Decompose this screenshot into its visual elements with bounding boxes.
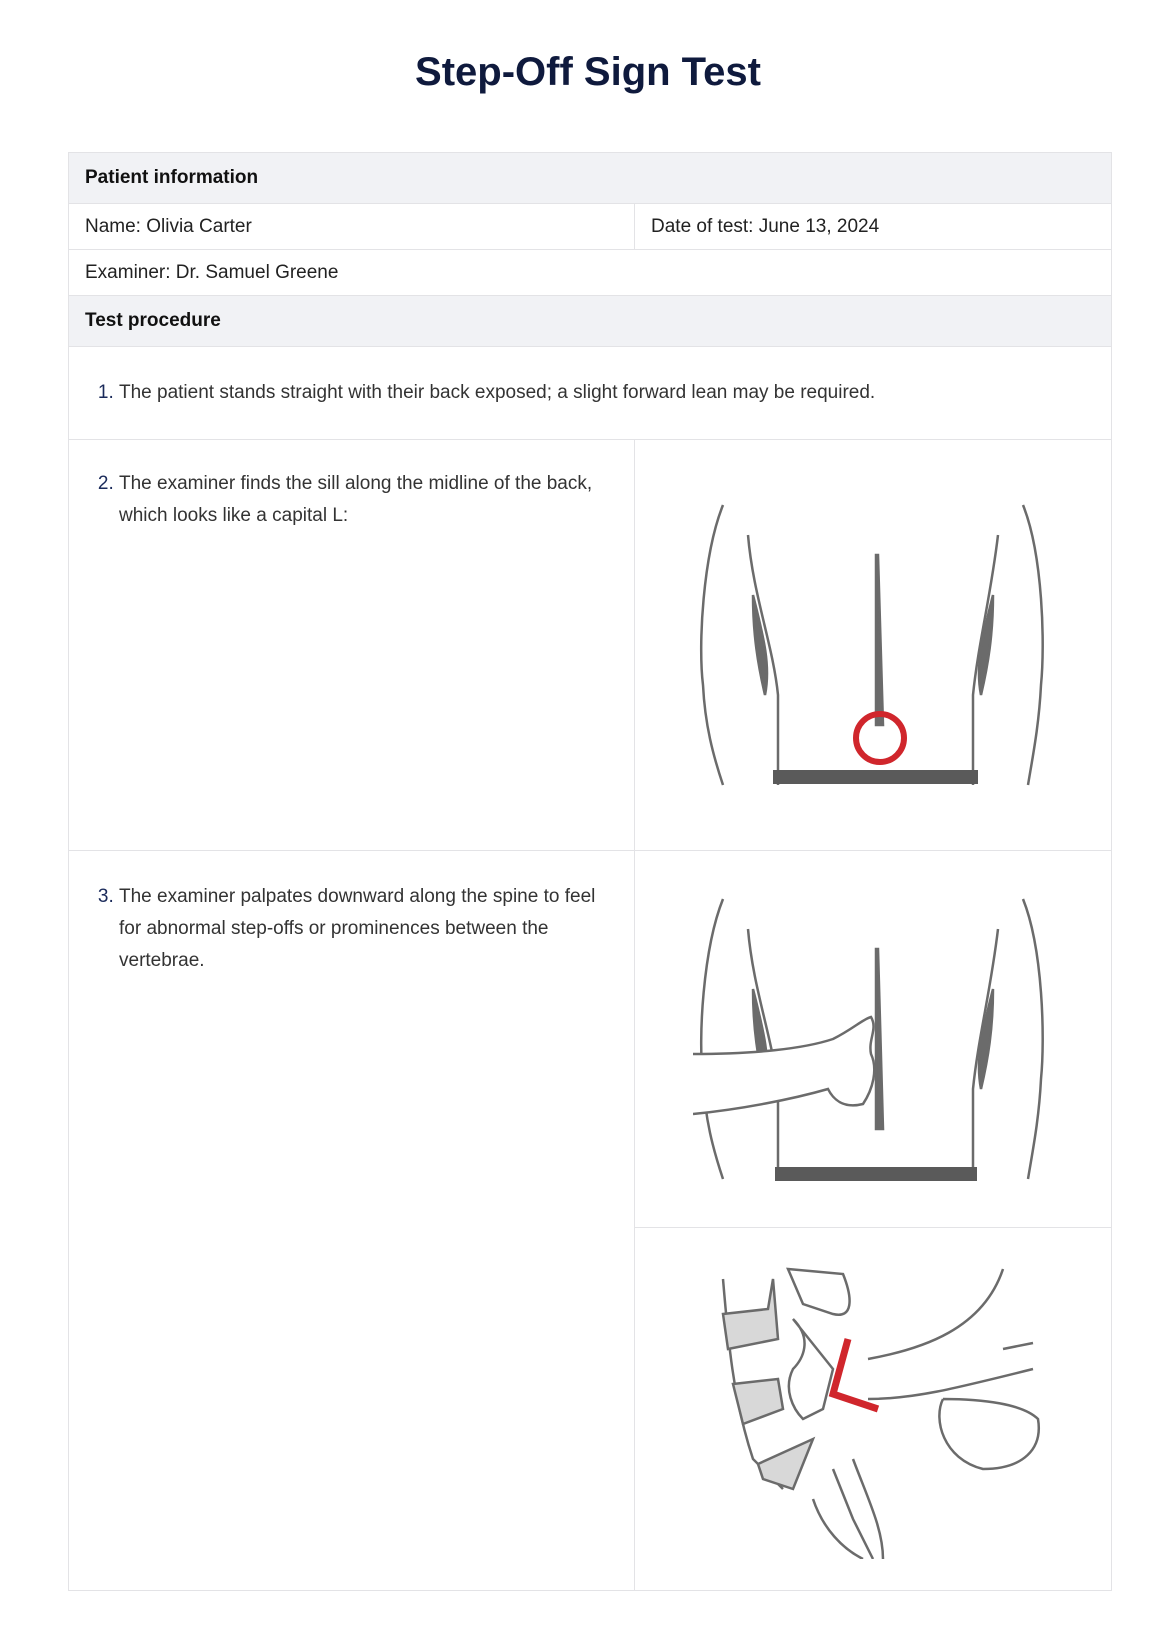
- palpation-illustration: [635, 851, 1112, 1228]
- test-date: Date of test: June 13, 2024: [635, 204, 1112, 250]
- test-procedure-heading: Test procedure: [69, 296, 1112, 347]
- step-3: 3. The examiner palpates downward along the spine to feel for abnormal step-offs or prominences between the vertebrae.: [119, 881, 618, 977]
- patient-info-heading: Patient information: [69, 153, 1112, 204]
- patient-name: Name: Olivia Carter: [69, 204, 635, 250]
- back-midline-illustration: [635, 440, 1112, 851]
- step-1: 1. The patient stands straight with their back exposed; a slight forward lean may be required.: [119, 377, 1095, 409]
- page-title: Step-Off Sign Test: [415, 50, 761, 94]
- examiner-name: Examiner: Dr. Samuel Greene: [69, 250, 1112, 296]
- step-2: 2. The examiner finds the sill along the midline of the back, which looks like a capital L:: [119, 468, 618, 532]
- spine-side-illustration: [635, 1228, 1112, 1591]
- test-form-table: [68, 152, 1112, 1591]
